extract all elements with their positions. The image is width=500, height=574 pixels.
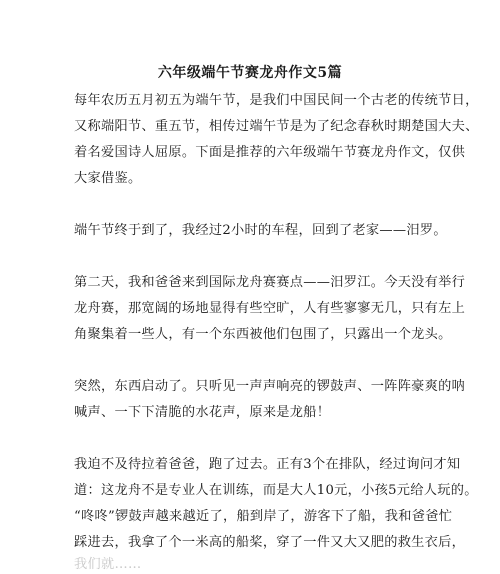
paragraph-3-line-3: 角聚集着一些人，有一个东西被他们包围了，只露出一个龙头。 xyxy=(74,327,452,342)
paragraph-5-line-5: 我们就…… xyxy=(74,557,142,572)
paragraph-1-line-2: 又称端阳节、重五节，相传过端午节是为了纪念春秋时期楚国大夫、 xyxy=(74,119,479,134)
paragraph-5-line-3: “咚咚”锣鼓声越来越近了，船到岸了，游客下了船，我和爸爸忙 xyxy=(74,509,453,524)
paragraph-4-line-2: 喊声、一下下清脆的水花声，原来是龙船！ xyxy=(74,405,331,420)
paragraph-5-line-2: 道：这龙舟不是专业人在训练，而是大人10元，小孩5元给人玩的。 xyxy=(74,483,478,498)
paragraph-1-line-4: 大家借鉴。 xyxy=(74,171,142,186)
paragraph-1-line-1: 每年农历五月初五为端午节，是我们中国民间一个古老的传统节日， xyxy=(74,93,479,108)
paragraph-4-line-1: 突然，东西启动了。只听见一声声响亮的锣鼓声、一阵阵豪爽的呐 xyxy=(74,379,466,394)
paragraph-3-line-2: 龙舟赛，那宽阔的场地显得有些空旷，人有些寥寥无几，只有左上 xyxy=(74,301,466,316)
paragraph-2-line-1: 端午节终于到了，我经过2小时的车程，回到了老家——汨罗。 xyxy=(74,223,447,238)
paragraph-5-line-4: 踩进去，我拿了个一米高的船桨，穿了一件又大又肥的救生衣后， xyxy=(74,535,466,550)
paragraph-5-line-1: 我迫不及待拉着爸爸，跑了过去。正有3个在排队，经过询问才知 xyxy=(74,457,461,472)
paragraph-1-line-3: 着名爱国诗人屈原。下面是推荐的六年级端午节赛龙舟作文，仅供 xyxy=(74,145,466,160)
document-title: 六年级端午节赛龙舟作文5篇 xyxy=(157,65,343,81)
paragraph-3-line-1: 第二天，我和爸爸来到国际龙舟赛赛点——汨罗江。今天没有举行 xyxy=(74,275,466,290)
